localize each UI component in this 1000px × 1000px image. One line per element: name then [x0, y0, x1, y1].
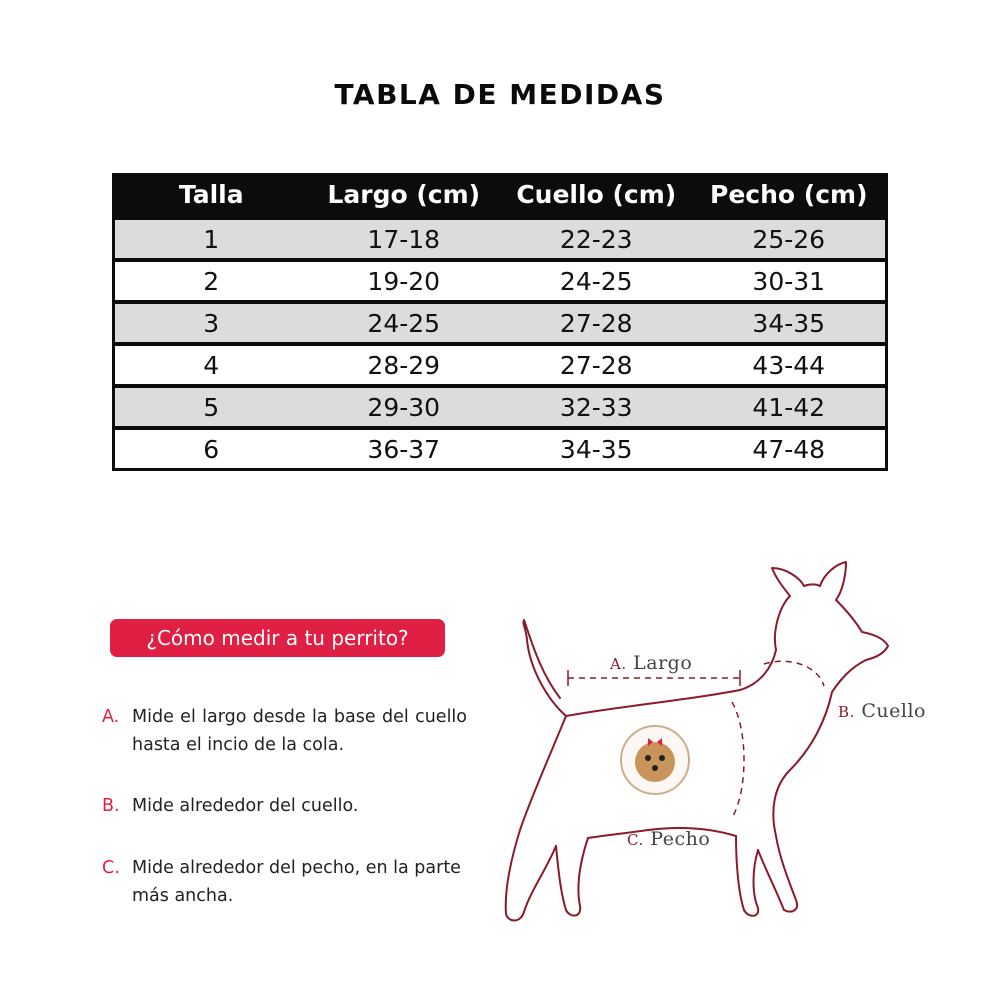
cell-pecho: 47-48 [752, 434, 826, 464]
dog-back-leg2-outline [506, 716, 566, 921]
table-header [115, 173, 885, 216]
dog-head-outline [772, 562, 888, 692]
cell-cuello: 22-23 [559, 224, 633, 254]
table-row [115, 262, 885, 300]
cell-largo: 17-18 [367, 224, 441, 254]
cell-pecho: 43-44 [752, 350, 826, 380]
cell-talla: 6 [203, 434, 220, 464]
header-talla: Talla [178, 180, 244, 209]
page-title: TABLA DE MEDIDAS [334, 78, 666, 111]
cell-largo: 19-20 [367, 266, 441, 296]
pecho-guide [732, 702, 744, 818]
logo-dog-face [635, 742, 675, 782]
cell-talla: 3 [203, 308, 220, 338]
cell-cuello: 32-33 [559, 392, 633, 422]
cell-pecho: 30-31 [752, 266, 826, 296]
cell-pecho: 41-42 [752, 392, 826, 422]
dog-front-leg2-outline [736, 836, 758, 916]
dog-chest-outline [773, 692, 832, 836]
cell-largo: 29-30 [367, 392, 441, 422]
dog-back-leg-outline [556, 838, 588, 916]
cell-largo: 36-37 [367, 434, 441, 464]
cell-cuello: 24-25 [559, 266, 633, 296]
cuello-guide [764, 661, 824, 686]
instruction-text: Mide alrededor del cuello. [132, 796, 359, 816]
label-cuello: B. Cuello [838, 700, 926, 722]
table-row [115, 388, 885, 426]
instruction-b [102, 792, 467, 820]
instruction-letter: A. [102, 707, 120, 727]
dog-diagram [470, 555, 900, 935]
cell-largo: 24-25 [367, 308, 441, 338]
instruction-letter: C. [102, 858, 120, 878]
label-pecho: C. Pecho [627, 828, 711, 850]
cell-talla: 1 [203, 224, 220, 254]
table-row [115, 346, 885, 384]
header-pecho: Pecho (cm) [710, 180, 868, 209]
table-row [115, 430, 885, 468]
cell-pecho: 34-35 [752, 308, 826, 338]
label-largo: A. Largo [610, 652, 693, 674]
cell-cuello: 34-35 [559, 434, 633, 464]
howto-heading: ¿Cómo medir a tu perrito? [110, 619, 445, 657]
instruction-letter: B. [102, 796, 120, 816]
instruction-text: Mide alrededor del pecho, en la parte más ancha. [132, 858, 461, 906]
cell-talla: 2 [203, 266, 220, 296]
cell-pecho: 25-26 [752, 224, 826, 254]
header-cuello: Cuello (cm) [516, 180, 677, 209]
instruction-c [102, 854, 467, 910]
cell-talla: 4 [203, 350, 220, 380]
table-row [115, 220, 885, 258]
cell-largo: 28-29 [367, 350, 441, 380]
cell-cuello: 27-28 [559, 350, 633, 380]
cell-talla: 5 [203, 392, 220, 422]
table-row [115, 304, 885, 342]
dog-tail-outline [523, 620, 566, 716]
cell-cuello: 27-28 [559, 308, 633, 338]
instruction-a [102, 703, 467, 759]
dog-front-leg-outline [758, 836, 797, 912]
size-table [112, 173, 888, 471]
instruction-text: Mide el largo desde la base del cuello hasta el incio de la cola. [132, 707, 467, 755]
header-largo: Largo (cm) [327, 180, 481, 209]
